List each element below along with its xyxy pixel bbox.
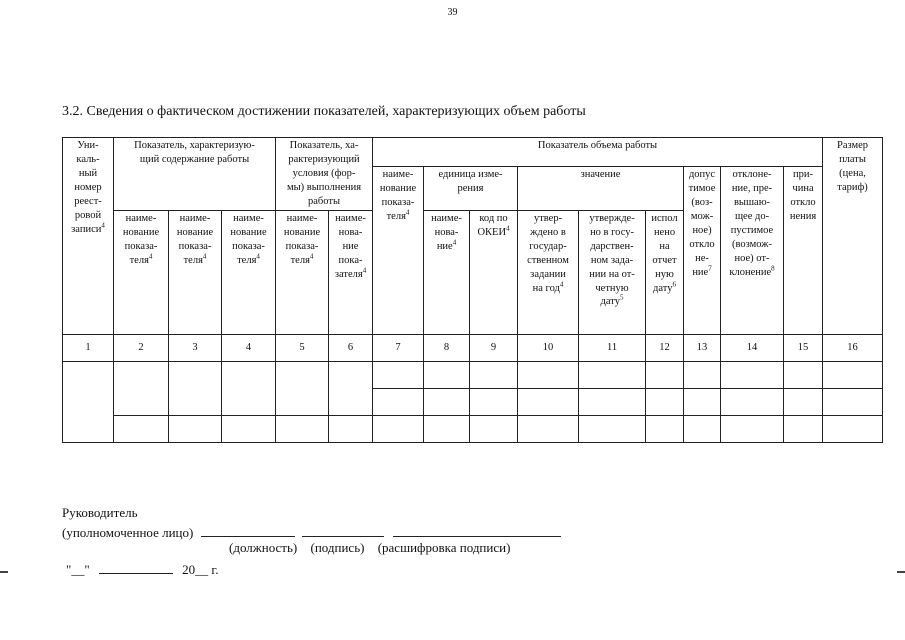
header-conditions-sub-1: наиме- нование показа- теля$^4$ [276, 210, 329, 334]
header-unit-name: наиме- нова- ние$^4$ [424, 210, 470, 334]
empty-cell [222, 361, 276, 415]
col-number: 10 [518, 334, 579, 361]
col-number: 12 [646, 334, 684, 361]
empty-cell [373, 415, 424, 442]
empty-cell [169, 361, 222, 415]
data-row-3 [63, 415, 883, 442]
col-number: 4 [222, 334, 276, 361]
empty-cell [276, 361, 329, 415]
empty-cell [721, 388, 784, 415]
empty-cell [646, 415, 684, 442]
col-number: 3 [169, 334, 222, 361]
empty-cell [373, 361, 424, 388]
empty-cell [222, 415, 276, 442]
col-number: 16 [823, 334, 883, 361]
signature-blank[interactable] [302, 522, 384, 537]
header-reason-deviation: при- чина откло нения [784, 167, 823, 335]
col-number: 8 [424, 334, 470, 361]
empty-cell [470, 388, 518, 415]
data-row-1 [63, 361, 883, 388]
header-content-sub-2: наиме- нование показа- теля$^4$ [169, 210, 222, 334]
header-approved-year: утвер- ждено в государ- ственном задании на год$^4$ [518, 210, 579, 334]
empty-cell [784, 388, 823, 415]
empty-cell [169, 415, 222, 442]
empty-cell [646, 388, 684, 415]
empty-cell [470, 415, 518, 442]
empty-cell [721, 415, 784, 442]
empty-cell [579, 361, 646, 388]
empty-cell [114, 361, 169, 415]
empty-cell [424, 415, 470, 442]
decode-blank[interactable] [393, 522, 561, 537]
col-number: 9 [470, 334, 518, 361]
header-content-sub-1: наиме- нование показа- теля$^4$ [114, 210, 169, 334]
empty-cell [823, 361, 883, 388]
empty-cell [721, 361, 784, 388]
empty-cell [684, 415, 721, 442]
empty-cell [823, 415, 883, 442]
page-number: 39 [447, 7, 458, 18]
header-executed-date: испол нено на отчет ную дату$^6$ [646, 210, 684, 334]
header-content-group: Показатель, характеризую- щий содержание работы [114, 138, 276, 211]
head-label: Руководитель [62, 505, 138, 520]
empty-cell [684, 361, 721, 388]
empty-cell [63, 361, 114, 442]
empty-cell [518, 388, 579, 415]
empty-cell [329, 361, 373, 415]
col-number: 13 [684, 334, 721, 361]
header-allowed-deviation: допус тимое (воз- мож- ное) откло не- ние$^7$ [684, 167, 721, 335]
header-excess-deviation: отклоне- ние, пре- вышаю- щее до- пустимое (возмож- ное) от- клонение$^8$ [721, 167, 784, 335]
section-title: 3.2. Сведения о фактическом достижении показателей, характеризующих объем работы [62, 104, 586, 119]
col-number: 15 [784, 334, 823, 361]
empty-cell [646, 361, 684, 388]
empty-cell [579, 415, 646, 442]
header-approved-date: утвержде- но в госу- дарствен- ном зада- нии на от- четную дату$^5$ [579, 210, 646, 334]
empty-cell [424, 361, 470, 388]
empty-cell [784, 361, 823, 388]
empty-cell [823, 388, 883, 415]
position-blank[interactable] [201, 522, 295, 537]
empty-cell [784, 415, 823, 442]
day-blank[interactable]: __ [71, 562, 85, 577]
date-line: "__" 20__ г. [66, 559, 219, 578]
col-number: 14 [721, 334, 784, 361]
empty-cell [470, 361, 518, 388]
col-number: 2 [114, 334, 169, 361]
volume-indicators-table [62, 137, 883, 443]
col-number: 7 [373, 334, 424, 361]
authorized-label: (уполномоченное лицо) [62, 525, 194, 540]
empty-cell [373, 388, 424, 415]
column-number-row [63, 334, 883, 361]
header-value-group: значение [518, 167, 684, 211]
header-row-1 [63, 138, 883, 167]
header-conditions-group: Показатель, ха- рактеризующий условия (фор- мы) выполнения работы [276, 138, 373, 211]
col-number: 11 [579, 334, 646, 361]
empty-cell [114, 415, 169, 442]
empty-cell [276, 415, 329, 442]
header-unit-group: единица изме- рения [424, 167, 518, 211]
sign-caption: (подпись) [310, 540, 365, 555]
header-volume-group: Показатель объема работы [373, 138, 823, 167]
empty-cell [684, 388, 721, 415]
empty-cell [579, 388, 646, 415]
empty-cell [518, 415, 579, 442]
col-number: 6 [329, 334, 373, 361]
authorized-person-line [62, 522, 561, 541]
scan-edge-mark-right [897, 571, 905, 573]
signature-captions [229, 540, 510, 556]
header-unique-number: Уни- каль- ный номер реест- ровой записи$^4$ [63, 138, 114, 335]
decode-caption: (расшифровка подписи) [377, 540, 511, 555]
empty-cell [518, 361, 579, 388]
header-indicator-name: наиме- нование показа- теля$^4$ [373, 167, 424, 335]
header-payment-size: Размер платы (цена, тариф) [823, 138, 883, 335]
year-blank[interactable]: __ [195, 562, 209, 577]
month-blank[interactable] [99, 559, 173, 574]
header-okei-code: код по ОКЕИ$^4$ [470, 210, 518, 334]
empty-cell [329, 415, 373, 442]
header-conditions-sub-2: наиме- нова- ние пока- зателя$^4$ [329, 210, 373, 334]
col-number: 1 [63, 334, 114, 361]
position-caption: (должность) [229, 540, 298, 555]
col-number: 5 [276, 334, 329, 361]
header-content-sub-3: наиме- нование показа- теля$^4$ [222, 210, 276, 334]
scan-edge-mark-left [0, 571, 8, 573]
empty-cell [424, 388, 470, 415]
